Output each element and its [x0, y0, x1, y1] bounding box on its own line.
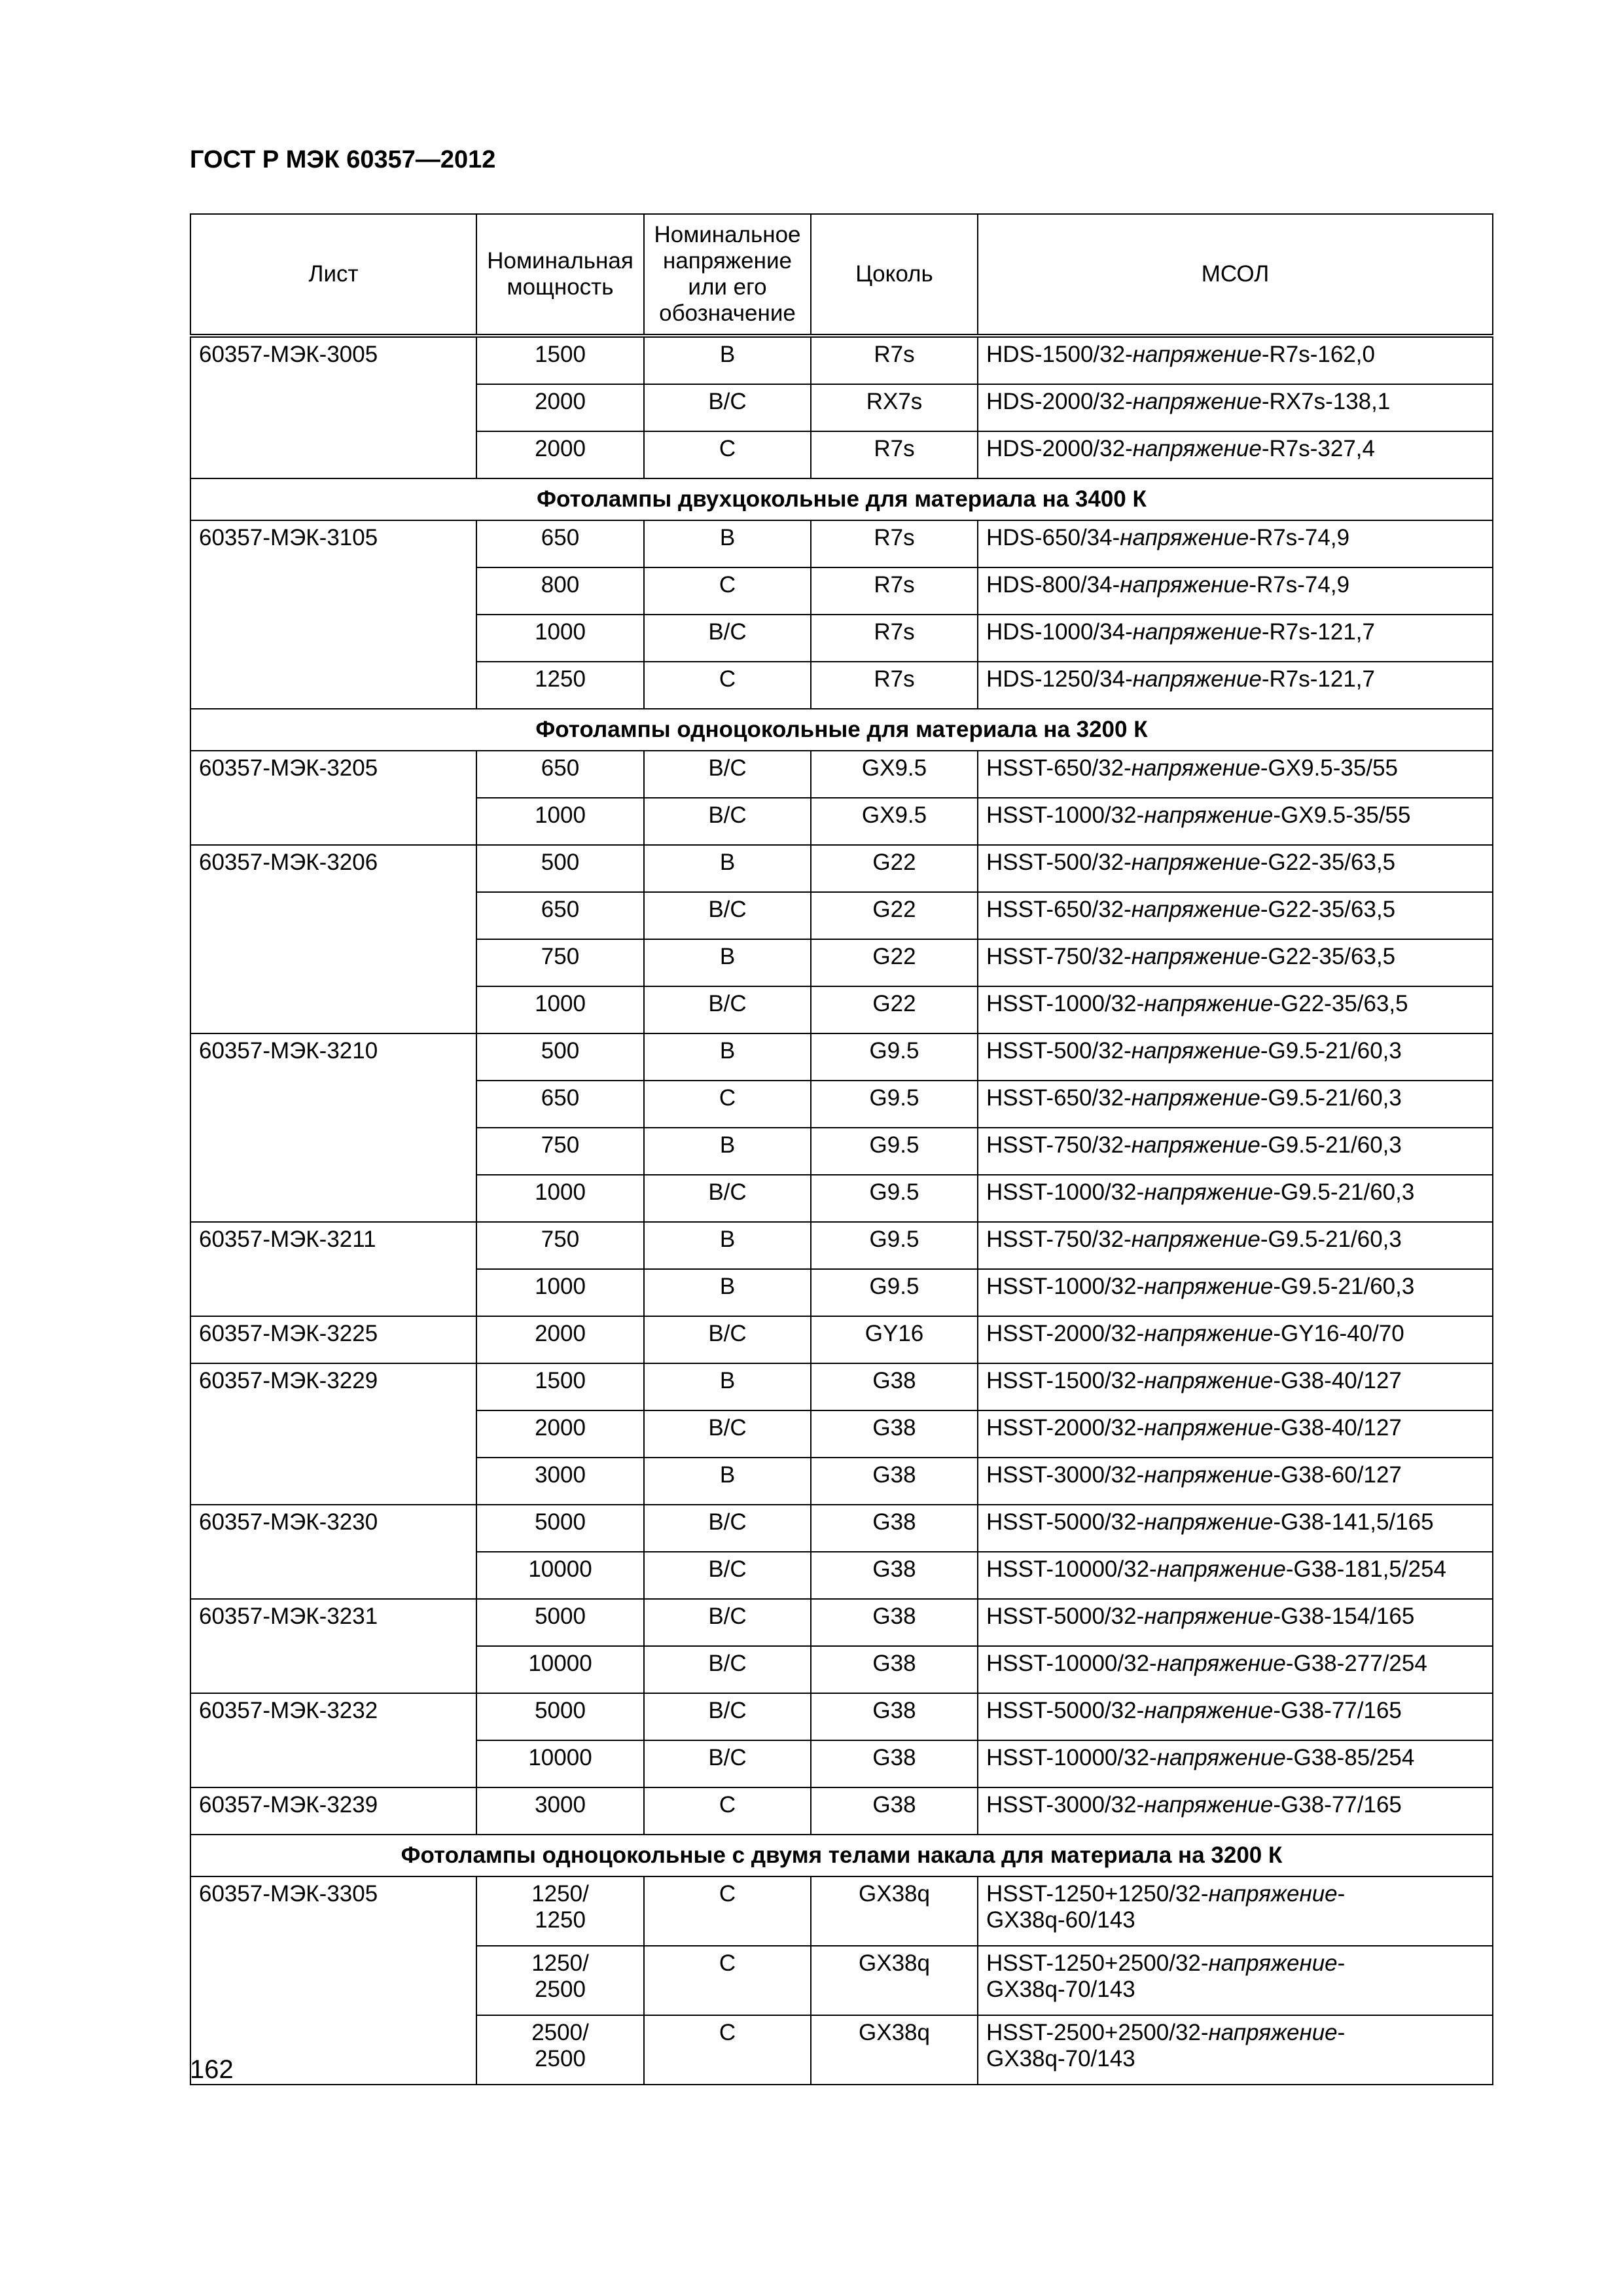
ilcos-code-prefix: HSST-1000/32-	[986, 802, 1145, 828]
cell-ilcos	[978, 336, 1493, 384]
cell-voltage: B	[644, 1363, 811, 1410]
ilcos-code-prefix: HDS-2000/32-	[986, 436, 1133, 461]
ilcos-code-prefix: HDS-1000/34-	[986, 619, 1133, 645]
section-heading-row	[190, 478, 1493, 520]
ilcos-code-suffix: -R7s-74,9	[1249, 572, 1350, 598]
table-row	[190, 1363, 1493, 1410]
cell-voltage: B/C	[644, 1410, 811, 1458]
ilcos-code-prefix: HSST-5000/32-	[986, 1509, 1145, 1535]
cell-cap: G9.5	[811, 1222, 978, 1269]
ilcos-code-prefix: HSST-5000/32-	[986, 1698, 1145, 1723]
cell-cap: G22	[811, 892, 978, 939]
ilcos-code-suffix: -GX9.5-35/55	[1260, 755, 1399, 781]
cell-cap: R7s	[811, 431, 978, 478]
cell-voltage: B/C	[644, 1552, 811, 1599]
cell-cap: R7s	[811, 567, 978, 615]
cell-voltage: B	[644, 845, 811, 892]
cell-sheet: 60357-МЭК-3305	[190, 1876, 476, 2085]
cell-ilcos	[978, 1946, 1493, 2015]
ilcos-code-suffix: -G38-77/165	[1273, 1698, 1402, 1723]
cell-sheet: 60357-МЭК-3229	[190, 1363, 476, 1505]
ilcos-code-prefix: HSST-10000/32-	[986, 1745, 1157, 1770]
table-row	[190, 1876, 1493, 1946]
ilcos-voltage-placeholder: напряжение	[1144, 1792, 1274, 1818]
cell-power: 750	[476, 1222, 644, 1269]
ilcos-voltage-placeholder: напряжение	[1156, 1651, 1286, 1676]
ilcos-code-suffix: -RX7s-138,1	[1261, 389, 1391, 414]
ilcos-code-suffix: -G22-35/63,5	[1260, 944, 1396, 969]
cell-voltage: B	[644, 1128, 811, 1175]
cell-power: 2000	[476, 1316, 644, 1363]
cell-voltage: B/C	[644, 384, 811, 431]
cell-power: 650	[476, 892, 644, 939]
cell-cap: G22	[811, 939, 978, 986]
cell-voltage: C	[644, 431, 811, 478]
lamp-specification-table	[190, 213, 1493, 2085]
cell-power: 650	[476, 1081, 644, 1128]
cell-cap: R7s	[811, 662, 978, 709]
cell-voltage: C	[644, 1787, 811, 1835]
cell-power: 750	[476, 1128, 644, 1175]
ilcos-code-prefix: HSST-10000/32-	[986, 1651, 1157, 1676]
cell-cap: G38	[811, 1505, 978, 1552]
cell-ilcos	[978, 1646, 1493, 1693]
cell-power: 650	[476, 520, 644, 567]
table-row	[190, 1316, 1493, 1363]
cell-cap: G38	[811, 1646, 978, 1693]
section-heading: Фотолампы двухцокольные для материала на 3400 К	[190, 478, 1493, 520]
ilcos-voltage-placeholder: напряжение	[1131, 1085, 1260, 1111]
ilcos-voltage-placeholder: напряжение	[1144, 1604, 1274, 1629]
cell-power: 1250	[476, 662, 644, 709]
cell-cap: GX38q	[811, 1876, 978, 1946]
cell-cap: G38	[811, 1693, 978, 1740]
cell-cap: G22	[811, 845, 978, 892]
table-row	[190, 1787, 1493, 1835]
ilcos-code-prefix: HSST-500/32-	[986, 850, 1132, 875]
cell-voltage: B/C	[644, 1316, 811, 1363]
cell-power: 2000	[476, 1410, 644, 1458]
cell-sheet: 60357-МЭК-3239	[190, 1787, 476, 1835]
table-header	[190, 214, 1493, 336]
ilcos-voltage-placeholder: напряжение	[1208, 1881, 1338, 1907]
cell-ilcos	[978, 1552, 1493, 1599]
ilcos-code-suffix: -GY16-40/70	[1273, 1321, 1404, 1346]
header-cap: Цоколь	[811, 214, 978, 336]
ilcos-code-suffix: -G38-40/127	[1273, 1368, 1402, 1393]
ilcos-voltage-placeholder: напряжение	[1144, 1368, 1274, 1393]
cell-power: 2000	[476, 384, 644, 431]
cell-power: 5000	[476, 1599, 644, 1646]
cell-power: 800	[476, 567, 644, 615]
table-row	[190, 1222, 1493, 1269]
ilcos-voltage-placeholder: напряжение	[1144, 1415, 1274, 1441]
cell-ilcos	[978, 2015, 1493, 2085]
ilcos-code-suffix: -G38-85/254	[1285, 1745, 1415, 1770]
cell-ilcos	[978, 1222, 1493, 1269]
ilcos-code-suffix: -R7s-327,4	[1261, 436, 1375, 461]
ilcos-code-prefix: HSST-3000/32-	[986, 1462, 1145, 1488]
cell-voltage: B	[644, 939, 811, 986]
cell-cap: GX9.5	[811, 798, 978, 845]
ilcos-code-prefix: HDS-800/34-	[986, 572, 1120, 598]
cell-voltage: B/C	[644, 1505, 811, 1552]
cell-ilcos	[978, 1599, 1493, 1646]
cell-power: 1000	[476, 798, 644, 845]
ilcos-code-prefix: HSST-2000/32-	[986, 1321, 1145, 1346]
ilcos-voltage-placeholder: напряжение	[1208, 1950, 1338, 1976]
cell-voltage: B	[644, 1222, 811, 1269]
cell-voltage: B/C	[644, 1175, 811, 1222]
ilcos-code-suffix: -G22-35/63,5	[1273, 991, 1408, 1016]
cell-ilcos	[978, 1175, 1493, 1222]
cell-ilcos	[978, 1128, 1493, 1175]
ilcos-code-suffix: -G38-77/165	[1273, 1792, 1402, 1818]
cell-power: 1000	[476, 1269, 644, 1316]
ilcos-code-suffix: - GX38q-60/143	[986, 1881, 1346, 1933]
cell-ilcos	[978, 1787, 1493, 1835]
cell-voltage: B/C	[644, 892, 811, 939]
cell-voltage: B/C	[644, 986, 811, 1033]
ilcos-code-prefix: HDS-650/34-	[986, 525, 1120, 550]
ilcos-code-prefix: HSST-1250+2500/32-	[986, 1950, 1209, 1976]
cell-cap: G9.5	[811, 1081, 978, 1128]
ilcos-voltage-placeholder: напряжение	[1131, 850, 1260, 875]
cell-power: 2000	[476, 431, 644, 478]
ilcos-code-suffix: -G9.5-21/60,3	[1273, 1274, 1415, 1299]
cell-power: 1500	[476, 1363, 644, 1410]
ilcos-voltage-placeholder: напряжение	[1132, 389, 1262, 414]
cell-ilcos	[978, 892, 1493, 939]
cell-cap: G9.5	[811, 1033, 978, 1081]
cell-ilcos	[978, 384, 1493, 431]
cell-power: 1000	[476, 986, 644, 1033]
cell-sheet: 60357-МЭК-3205	[190, 751, 476, 845]
ilcos-voltage-placeholder: напряжение	[1156, 1745, 1286, 1770]
table-row	[190, 1599, 1493, 1646]
ilcos-code-prefix: HSST-750/32-	[986, 944, 1132, 969]
ilcos-code-suffix: -R7s-121,7	[1261, 619, 1375, 645]
ilcos-code-prefix: HSST-2000/32-	[986, 1415, 1145, 1441]
ilcos-code-suffix: -R7s-162,0	[1261, 342, 1375, 367]
ilcos-voltage-placeholder: напряжение	[1208, 2020, 1338, 2045]
ilcos-voltage-placeholder: напряжение	[1131, 1038, 1260, 1064]
ilcos-voltage-placeholder: напряжение	[1132, 436, 1262, 461]
page-number: 162	[190, 2055, 234, 2084]
cell-voltage: C	[644, 1876, 811, 1946]
ilcos-voltage-placeholder: напряжение	[1144, 1698, 1274, 1723]
ilcos-code-suffix: -G9.5-21/60,3	[1260, 1085, 1402, 1111]
cell-ilcos	[978, 1316, 1493, 1363]
cell-cap: G9.5	[811, 1269, 978, 1316]
cell-sheet: 60357-МЭК-3105	[190, 520, 476, 709]
section-heading: Фотолампы одноцокольные с двумя телами накала для материала на 3200 К	[190, 1835, 1493, 1876]
cell-sheet: 60357-МЭК-3211	[190, 1222, 476, 1316]
cell-sheet: 60357-МЭК-3232	[190, 1693, 476, 1787]
ilcos-voltage-placeholder: напряжение	[1131, 1227, 1260, 1252]
cell-voltage: B	[644, 520, 811, 567]
ilcos-voltage-placeholder: напряжение	[1132, 666, 1262, 692]
cell-cap: R7s	[811, 520, 978, 567]
cell-voltage: B/C	[644, 1599, 811, 1646]
cell-sheet: 60357-МЭК-3225	[190, 1316, 476, 1363]
ilcos-code-prefix: HDS-1250/34-	[986, 666, 1133, 692]
ilcos-code-suffix: -G38-277/254	[1285, 1651, 1427, 1676]
table-row	[190, 1693, 1493, 1740]
cell-power: 650	[476, 751, 644, 798]
ilcos-voltage-placeholder: напряжение	[1131, 897, 1260, 922]
cell-ilcos	[978, 1458, 1493, 1505]
section-heading-row	[190, 1835, 1493, 1876]
cell-ilcos	[978, 662, 1493, 709]
table-row	[190, 751, 1493, 798]
cell-ilcos	[978, 567, 1493, 615]
cell-power: 500	[476, 1033, 644, 1081]
cell-power: 3000	[476, 1458, 644, 1505]
cell-ilcos	[978, 1269, 1493, 1316]
ilcos-voltage-placeholder: напряжение	[1144, 1274, 1274, 1299]
ilcos-code-prefix: HSST-650/32-	[986, 1085, 1132, 1111]
ilcos-code-prefix: HSST-3000/32-	[986, 1792, 1145, 1818]
cell-voltage: C	[644, 1081, 811, 1128]
section-heading-row	[190, 709, 1493, 751]
ilcos-code-suffix: -GX9.5-35/55	[1273, 802, 1411, 828]
cell-ilcos	[978, 1740, 1493, 1787]
ilcos-voltage-placeholder: напряжение	[1120, 525, 1249, 550]
ilcos-code-prefix: HSST-500/32-	[986, 1038, 1132, 1064]
ilcos-code-prefix: HSST-1000/32-	[986, 991, 1145, 1016]
cell-ilcos	[978, 939, 1493, 986]
ilcos-code-prefix: HSST-1500/32-	[986, 1368, 1145, 1393]
cell-sheet: 60357-МЭК-3231	[190, 1599, 476, 1693]
cell-power: 10000	[476, 1552, 644, 1599]
ilcos-code-suffix: -G9.5-21/60,3	[1260, 1038, 1402, 1064]
cell-cap: G9.5	[811, 1175, 978, 1222]
ilcos-voltage-placeholder: напряжение	[1144, 1321, 1274, 1346]
ilcos-code-suffix: -G38-154/165	[1273, 1604, 1415, 1629]
ilcos-code-suffix: -G38-60/127	[1273, 1462, 1402, 1488]
cell-cap: GX38q	[811, 1946, 978, 2015]
ilcos-code-suffix: -G9.5-21/60,3	[1260, 1132, 1402, 1158]
cell-power: 1000	[476, 1175, 644, 1222]
header-row	[190, 214, 1493, 336]
table-body	[190, 336, 1493, 2085]
ilcos-code-suffix: -G22-35/63,5	[1260, 897, 1396, 922]
ilcos-code-suffix: -G38-181,5/254	[1285, 1556, 1446, 1582]
ilcos-code-suffix: -R7s-121,7	[1261, 666, 1375, 692]
cell-sheet: 60357-МЭК-3005	[190, 336, 476, 478]
cell-cap: G38	[811, 1458, 978, 1505]
cell-voltage: B	[644, 1269, 811, 1316]
ilcos-voltage-placeholder: напряжение	[1144, 802, 1274, 828]
cell-voltage: C	[644, 662, 811, 709]
cell-power: 1250/ 2500	[476, 1946, 644, 2015]
cell-power: 500	[476, 845, 644, 892]
ilcos-voltage-placeholder: напряжение	[1144, 991, 1274, 1016]
cell-voltage: B/C	[644, 615, 811, 662]
cell-cap: G38	[811, 1599, 978, 1646]
cell-cap: G38	[811, 1552, 978, 1599]
ilcos-code-prefix: HDS-2000/32-	[986, 389, 1133, 414]
ilcos-code-prefix: HSST-10000/32-	[986, 1556, 1157, 1582]
cell-voltage: B	[644, 1458, 811, 1505]
document-header: ГОСТ Р МЭК 60357—2012	[190, 146, 496, 173]
cell-power: 1500	[476, 336, 644, 384]
cell-cap: RX7s	[811, 384, 978, 431]
cell-cap: G38	[811, 1787, 978, 1835]
section-heading: Фотолампы одноцокольные для материала на 3200 К	[190, 709, 1493, 751]
cell-voltage: B	[644, 336, 811, 384]
table-row	[190, 845, 1493, 892]
cell-power: 1000	[476, 615, 644, 662]
cell-ilcos	[978, 1081, 1493, 1128]
cell-ilcos	[978, 520, 1493, 567]
cell-power: 10000	[476, 1646, 644, 1693]
ilcos-code-suffix: -G9.5-21/60,3	[1273, 1179, 1415, 1205]
header-sheet: Лист	[190, 214, 476, 336]
cell-cap: R7s	[811, 336, 978, 384]
cell-sheet: 60357-МЭК-3210	[190, 1033, 476, 1222]
cell-voltage: C	[644, 567, 811, 615]
cell-cap: R7s	[811, 615, 978, 662]
cell-ilcos	[978, 845, 1493, 892]
cell-ilcos	[978, 1693, 1493, 1740]
ilcos-code-prefix: HSST-1250+1250/32-	[986, 1881, 1209, 1907]
cell-voltage: B/C	[644, 1740, 811, 1787]
cell-sheet: 60357-МЭК-3206	[190, 845, 476, 1033]
cell-cap: G38	[811, 1363, 978, 1410]
cell-cap: GX38q	[811, 2015, 978, 2085]
ilcos-voltage-placeholder: напряжение	[1132, 619, 1262, 645]
cell-power: 1250/ 1250	[476, 1876, 644, 1946]
ilcos-code-suffix: -G38-141,5/165	[1273, 1509, 1434, 1535]
ilcos-voltage-placeholder: напряжение	[1132, 342, 1262, 367]
ilcos-code-prefix: HSST-5000/32-	[986, 1604, 1145, 1629]
cell-ilcos	[978, 615, 1493, 662]
ilcos-voltage-placeholder: напряжение	[1131, 1132, 1260, 1158]
ilcos-code-suffix: -R7s-74,9	[1249, 525, 1350, 550]
cell-voltage: B/C	[644, 1646, 811, 1693]
cell-ilcos	[978, 1410, 1493, 1458]
cell-ilcos	[978, 1505, 1493, 1552]
ilcos-code-suffix: -G9.5-21/60,3	[1260, 1227, 1402, 1252]
ilcos-code-prefix: HSST-1000/32-	[986, 1179, 1145, 1205]
header-ilcos: МСОЛ	[978, 214, 1493, 336]
table-row	[190, 1033, 1493, 1081]
table-row	[190, 336, 1493, 384]
ilcos-voltage-placeholder: напряжение	[1131, 755, 1260, 781]
cell-ilcos	[978, 1033, 1493, 1081]
ilcos-code-suffix: - GX38q-70/143	[986, 2020, 1346, 2072]
table-row	[190, 520, 1493, 567]
cell-ilcos	[978, 1363, 1493, 1410]
cell-voltage: C	[644, 2015, 811, 2085]
cell-power: 5000	[476, 1505, 644, 1552]
cell-cap: G38	[811, 1410, 978, 1458]
cell-cap: G9.5	[811, 1128, 978, 1175]
ilcos-code-prefix: HSST-650/32-	[986, 755, 1132, 781]
ilcos-code-prefix: HDS-1500/32-	[986, 342, 1133, 367]
ilcos-voltage-placeholder: напряжение	[1156, 1556, 1286, 1582]
cell-ilcos	[978, 986, 1493, 1033]
ilcos-code-suffix: -G38-40/127	[1273, 1415, 1402, 1441]
cell-sheet: 60357-МЭК-3230	[190, 1505, 476, 1599]
table-row	[190, 1505, 1493, 1552]
ilcos-voltage-placeholder: напряжение	[1131, 944, 1260, 969]
ilcos-code-prefix: HSST-650/32-	[986, 897, 1132, 922]
cell-voltage: B/C	[644, 1693, 811, 1740]
cell-power: 750	[476, 939, 644, 986]
cell-voltage: C	[644, 1946, 811, 2015]
header-voltage: Номинальное напряжение или его обозначение	[644, 214, 811, 336]
header-power: Номинальная мощность	[476, 214, 644, 336]
cell-ilcos	[978, 798, 1493, 845]
cell-power: 3000	[476, 1787, 644, 1835]
cell-power: 5000	[476, 1693, 644, 1740]
cell-ilcos	[978, 751, 1493, 798]
ilcos-voltage-placeholder: напряжение	[1120, 572, 1249, 598]
cell-cap: GX9.5	[811, 751, 978, 798]
ilcos-code-suffix: - GX38q-70/143	[986, 1950, 1346, 2003]
cell-cap: G22	[811, 986, 978, 1033]
cell-cap: G38	[811, 1740, 978, 1787]
ilcos-code-prefix: HSST-2500+2500/32-	[986, 2020, 1209, 2045]
ilcos-code-prefix: HSST-750/32-	[986, 1132, 1132, 1158]
ilcos-code-prefix: HSST-750/32-	[986, 1227, 1132, 1252]
ilcos-voltage-placeholder: напряжение	[1144, 1179, 1274, 1205]
ilcos-code-prefix: HSST-1000/32-	[986, 1274, 1145, 1299]
cell-voltage: B	[644, 1033, 811, 1081]
ilcos-voltage-placeholder: напряжение	[1144, 1509, 1274, 1535]
ilcos-voltage-placeholder: напряжение	[1144, 1462, 1274, 1488]
cell-cap: GY16	[811, 1316, 978, 1363]
cell-ilcos	[978, 431, 1493, 478]
cell-power: 10000	[476, 1740, 644, 1787]
cell-ilcos	[978, 1876, 1493, 1946]
ilcos-code-suffix: -G22-35/63,5	[1260, 850, 1396, 875]
cell-power: 2500/ 2500	[476, 2015, 644, 2085]
cell-voltage: B/C	[644, 798, 811, 845]
cell-voltage: B/C	[644, 751, 811, 798]
